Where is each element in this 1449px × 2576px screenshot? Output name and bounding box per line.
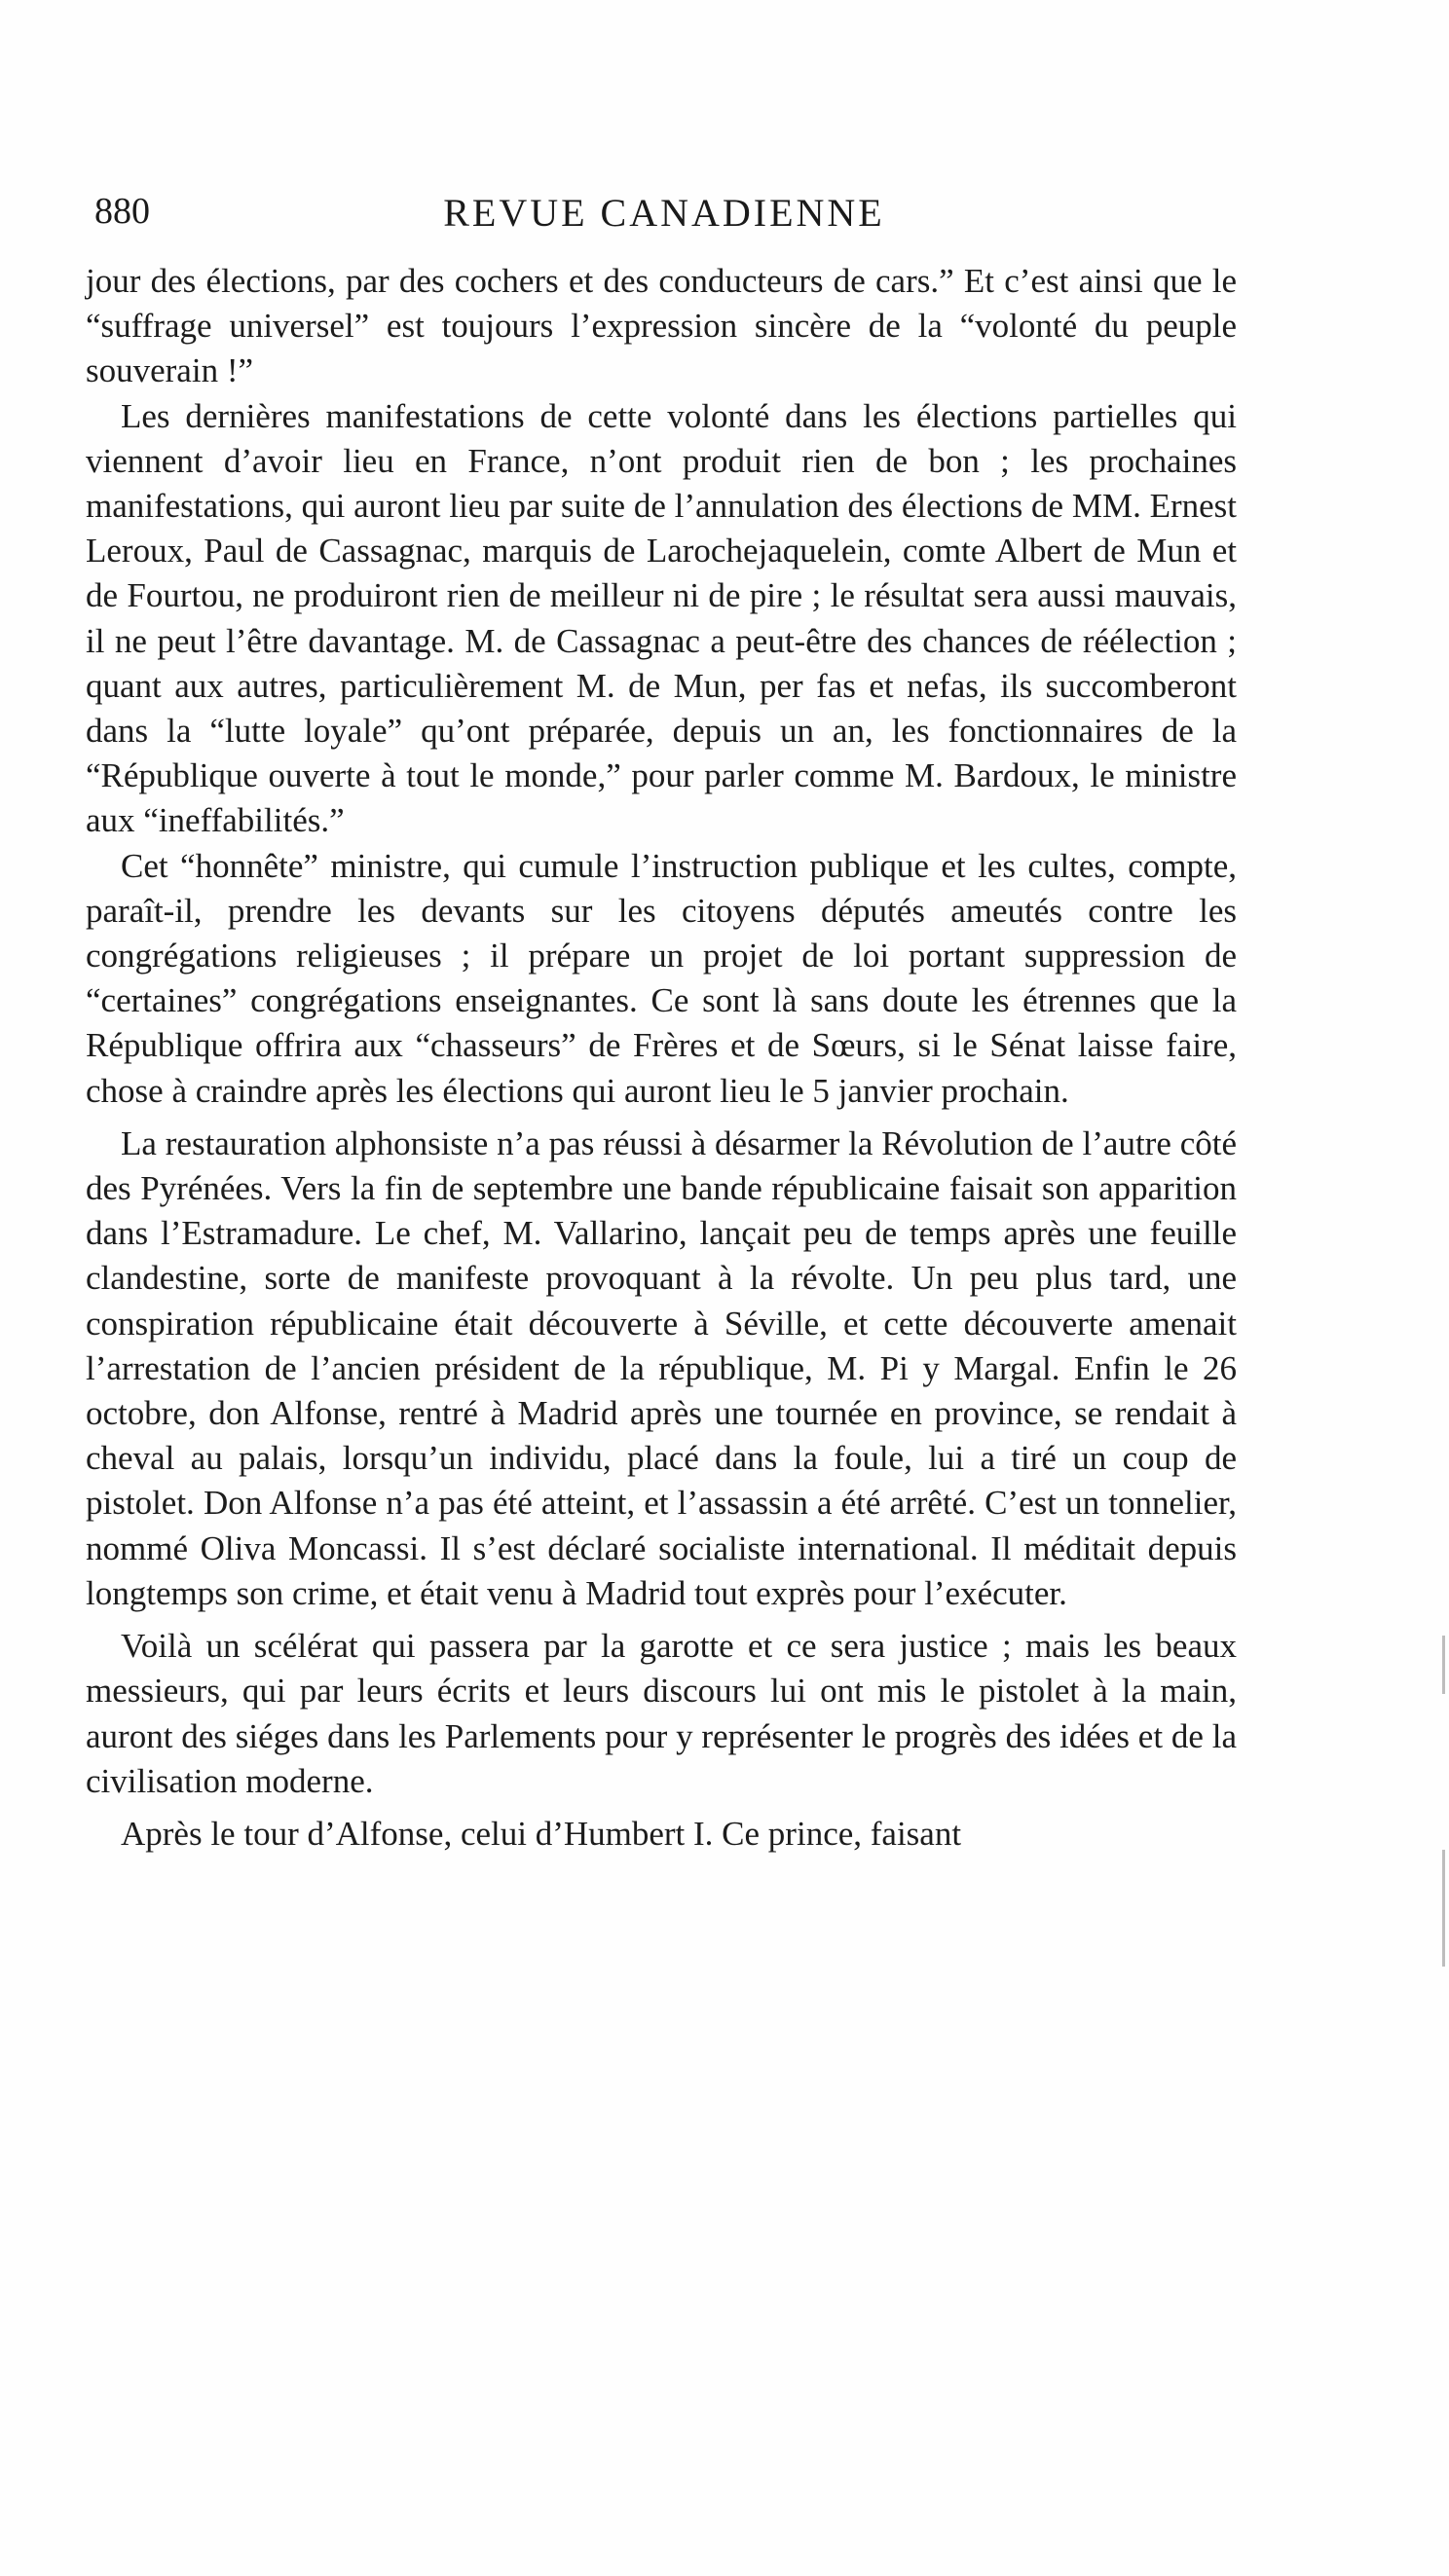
paragraph: jour des élections, par des cochers et des conducteurs de cars.” Et c’est ainsi que le “suffrage universel” est toujours l’expression sincère de la “volonté du peuple souverain !” — [86, 262, 1237, 390]
page-header — [94, 190, 1234, 248]
article-body — [86, 259, 1237, 1857]
paragraph: Après le tour d’Alfonse, celui d’Humbert I. Ce prince, faisant — [121, 1814, 962, 1853]
scan-edge-mark — [1442, 1636, 1445, 1694]
paragraph: Voilà un scélérat qui passera par la garotte et ce sera justice ; mais les beaux messieurs, qui par leurs écrits et leurs discours lui ont mis le pistolet à la main, auront des siéges dans les Parlements pour y représenter le progrès des idées et de la civilisation moderne. — [86, 1627, 1237, 1800]
running-title: REVUE CANADIENNE — [443, 191, 885, 235]
page-number: 880 — [94, 191, 150, 232]
paragraph: La restauration alphonsiste n’a pas réussi à désarmer la Révolution de l’autre côté des Pyrénées. Vers la fin de septembre une bande républicaine faisait son apparition dans l’Estramadure. Le chef, M. Vallarino, lançait peu de temps après une feuille clandestine, sorte de manifeste provoquant à la révolte. Un peu plus tard, une conspiration républicaine était découverte à Séville, et cette découverte amenait l’arrestation de l’ancien président de la république, M. Pi y Margal. Enfin le 26 octobre, don Alfonse, rentré à Madrid après une tournée en province, se rendait à cheval au palais, lorsqu’un individu, placé dans la foule, lui a tiré un coup de pistolet. Don Alfonse n’a pas été atteint, et l’assassin a été arrêté. C’est un tonnelier, nommé Oliva Moncassi. Il s’est déclaré socialiste international. Il méditait depuis longtemps son crime, et était venu à Madrid tout exprès pour l’exécuter. — [86, 1123, 1237, 1612]
paragraph: Cet “honnête” ministre, qui cumule l’instruction publique et les cultes, compte, paraît-il, prendre les devants sur les citoyens députés ameutés contre les congrégations religieuses ; il prépare un projet de loi portant suppression de “certaines” congrégations enseignantes. Ce sont là sans doute les étrennes que la République offrira aux “chasseurs” de Frères et de Sœurs, si le Sénat laisse faire, chose à craindre après les élections qui auront lieu le 5 janvier prochain. — [86, 846, 1237, 1110]
scan-edge-mark — [1442, 1850, 1445, 1967]
paragraph: Les dernières manifestations de cette volonté dans les élections partielles qui viennent d’avoir lieu en France, n’ont produit rien de bon ; les prochaines manifestations, qui auront lieu par suite de l’annulation des élections de MM. Ernest Leroux, Paul de Cassagnac, marquis de Larochejaquelein, comte Albert de Mun et de Fourtou, ne produiront rien de meilleur ni de pire ; le résultat sera aussi mauvais, il ne peut l’être davantage. M. de Cassagnac a peut-être des chances de réélection ; quant aux autres, particulièrement M. de Mun, per fas et nefas, ils succomberont dans la “lutte loyale” qu’ont préparée, depuis un an, les fonctionnaires de la “République ouverte à tout le monde,” pour parler comme M. Bardoux, le ministre aux “ineffabilités.” — [86, 396, 1237, 840]
